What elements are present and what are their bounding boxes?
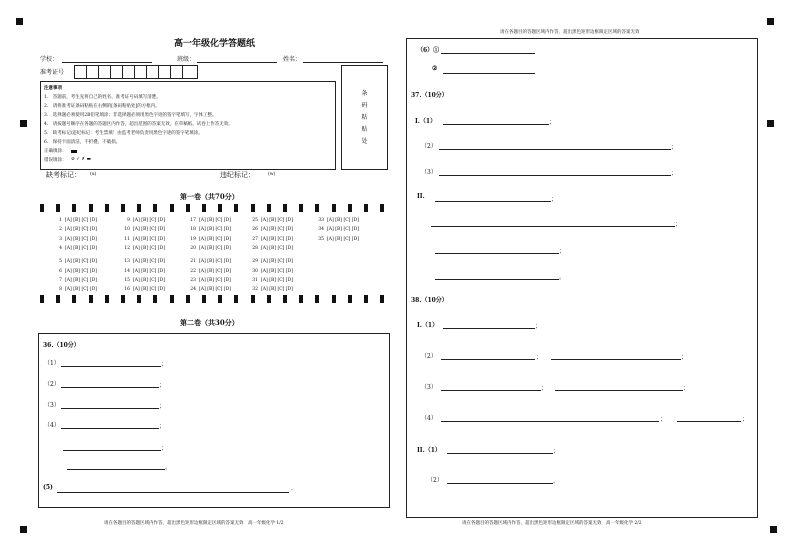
punctuation: ； (159, 423, 166, 430)
mc-options[interactable]: [A] [B] [C] [D] (65, 227, 97, 233)
mc-options[interactable]: [A] [B] [C] [D] (65, 245, 97, 251)
punctuation: ； (559, 248, 566, 255)
q36-part1-label: （1） (44, 360, 60, 367)
violation-mark-label: 违纪标记： (220, 171, 255, 179)
q38-p2-label: （2） (421, 353, 437, 360)
q37-II-line2[interactable] (431, 226, 675, 227)
mc-question-23[interactable] (186, 277, 231, 283)
punctuation: ； (161, 445, 168, 452)
q36-part4-line3[interactable] (67, 469, 165, 470)
school-field[interactable] (62, 62, 152, 63)
timing-mark (251, 295, 255, 303)
mc-options[interactable]: [A] [B] [C] [D] (65, 236, 97, 242)
q38-p4-line1[interactable] (441, 421, 659, 422)
q36-title: 36.（10分） (43, 342, 80, 349)
q38-II1-line[interactable] (447, 453, 553, 454)
timing-mark (267, 204, 271, 212)
mc-question-15[interactable] (120, 277, 165, 283)
school-label: 学校： (40, 56, 59, 63)
mc-question-number: 4 (59, 245, 67, 251)
note-item: 5. 缺考标记/违纪标记：考生禁填！由监考老师负责用黑色字迹的签字笔填涂。 (44, 131, 203, 136)
mc-question-number: 22 (190, 268, 201, 274)
punctuation: ； (660, 416, 667, 423)
timing-mark (105, 204, 109, 212)
timing-mark (89, 204, 93, 212)
footer-top-right: 请在各题目的答题区域内作答，超出黑色矩形边框限定区域的答案无效 (500, 30, 640, 35)
mc-question-2[interactable] (52, 226, 97, 232)
mc-question-20[interactable] (186, 245, 231, 251)
q36-part6b-label: ② (432, 65, 438, 72)
q37-title: 37.（10分） (411, 92, 448, 99)
mc-question-12[interactable] (120, 245, 165, 251)
mc-options[interactable]: [A] [B] [C] [D] (133, 287, 165, 293)
mc-question-number: 5 (59, 259, 67, 265)
mc-options[interactable]: [A] [B] [C] [D] (133, 218, 165, 223)
q36-part4-label: （4） (44, 422, 60, 429)
timing-marks-bottom (40, 295, 390, 303)
timing-mark (234, 295, 238, 303)
q38-I-label: I.（1） (417, 322, 439, 329)
mc-question-17[interactable] (186, 217, 231, 223)
mc-question-1[interactable] (52, 217, 97, 223)
class-field[interactable] (197, 62, 277, 63)
timing-mark (170, 204, 174, 212)
mc-options[interactable]: [A] [B] [C] [D] (199, 287, 231, 293)
name-label: 姓名： (283, 56, 302, 63)
timing-mark (218, 204, 222, 212)
q37-I1-line[interactable] (443, 124, 549, 125)
mc-options[interactable]: [A] [B] [C] [D] (199, 245, 231, 251)
multiple-choice-grid (52, 217, 392, 297)
timing-mark (137, 204, 141, 212)
mc-question-number: 19 (190, 236, 201, 242)
mc-question-number: 9 (127, 218, 135, 223)
mc-options[interactable]: [A] [B] [C] [D] (65, 218, 97, 223)
timing-mark (283, 204, 287, 212)
mc-options[interactable]: [A] [B] [C] [D] (261, 236, 293, 242)
timing-mark (89, 295, 93, 303)
punctuation: ； (675, 221, 682, 228)
note-item: 2. 请将准考证条码粘贴在右侧的[条码粘贴处]的方框内。 (44, 104, 160, 109)
registration-mark (20, 526, 27, 533)
mc-question-number: 10 (124, 227, 135, 233)
mc-question-number: 27 (252, 236, 263, 242)
mc-question-number: 3 (59, 236, 67, 242)
absent-mark-box[interactable]: (u) (90, 172, 97, 177)
mc-options[interactable]: [A] [B] [C] [D] (261, 227, 293, 233)
mc-options[interactable]: [A] [B] [C] [D] (133, 245, 165, 251)
q36-part6-label: （6）① (417, 47, 440, 54)
timing-mark (153, 204, 157, 212)
timing-mark (40, 295, 44, 303)
timing-mark (170, 295, 174, 303)
timing-marks-top (40, 204, 390, 212)
mc-question-22[interactable] (186, 268, 231, 274)
mc-question-number: 35 (318, 236, 329, 242)
mc-options[interactable]: [A] [B] [C] [D] (261, 277, 293, 283)
mc-options[interactable]: [A] [B] [C] [D] (133, 277, 165, 283)
mc-options[interactable]: [A] [B] [C] [D] (261, 218, 293, 223)
mc-question-number: 13 (124, 259, 135, 265)
timing-mark (218, 295, 222, 303)
wrong-fill-label: 错误填涂： (44, 158, 67, 163)
absent-mark-label: 缺考标记： (46, 171, 81, 179)
timing-mark (299, 204, 303, 212)
mc-options[interactable]: [A] [B] [C] [D] (133, 268, 165, 274)
punctuation: ； (536, 354, 543, 361)
mc-question-31[interactable] (248, 277, 293, 283)
mc-question-number: 8 (59, 287, 67, 293)
punctuation: . (291, 485, 293, 492)
mc-question-9[interactable] (120, 217, 165, 223)
class-label: 班级： (177, 56, 196, 63)
registration-mark (770, 526, 777, 533)
mc-options[interactable]: [A] [B] [C] [D] (261, 287, 293, 293)
q36-part4-line2[interactable] (63, 450, 161, 451)
note-item: 1. 答题前，考生先将自己的姓名、准考证号码填写清楚。 (44, 95, 161, 100)
mc-question-25[interactable] (248, 217, 293, 223)
mc-options[interactable]: [A] [B] [C] [D] (327, 227, 359, 233)
mc-question-32[interactable] (248, 286, 293, 292)
punctuation: 。 (553, 478, 560, 485)
mc-question-11[interactable] (120, 236, 165, 242)
registration-mark (767, 18, 774, 25)
footer-right: 请在各题目的答题区域内作答，超出黑色矩形边框限定区域的答案无效 高一年级化学 2/2 (462, 521, 642, 526)
q38-p4-label: （4） (421, 415, 437, 422)
q38-p2-line1[interactable] (441, 359, 535, 360)
right-answer-box (406, 38, 758, 518)
q38-II2-line[interactable] (447, 483, 553, 484)
timing-mark (137, 295, 141, 303)
notes-title: 注意事项 (44, 86, 62, 91)
mc-options[interactable]: [A] [B] [C] [D] (261, 259, 293, 265)
punctuation: 。 (559, 274, 566, 281)
timing-mark (315, 204, 319, 212)
timing-mark (56, 295, 60, 303)
mc-question-number: 21 (190, 259, 201, 265)
q37-p2-label: （2） (421, 143, 437, 150)
timing-mark (267, 295, 271, 303)
punctuation: ； (159, 403, 166, 410)
mc-question-24[interactable] (186, 286, 231, 292)
q38-p3-label: （3） (421, 384, 437, 391)
punctuation: ； (553, 448, 560, 455)
page-title: 高一年级化学答题纸 (174, 39, 256, 49)
mc-options[interactable]: [A] [B] [C] [D] (199, 227, 231, 233)
mc-question-number: 12 (124, 245, 135, 251)
mc-question-number: 7 (59, 277, 67, 283)
punctuation: ； (683, 385, 690, 392)
q38-I1-line[interactable] (443, 328, 535, 329)
mc-options[interactable]: [A] [B] [C] [D] (65, 268, 97, 274)
q37-II-line1[interactable] (435, 201, 551, 202)
mc-question-8[interactable] (52, 286, 97, 292)
mc-question-number: 30 (252, 268, 263, 274)
q38-p2-line2[interactable] (551, 359, 681, 360)
mc-question-number: 1 (59, 218, 67, 223)
mc-question-number: 14 (124, 268, 135, 274)
timing-mark (186, 295, 190, 303)
timing-mark (348, 204, 352, 212)
timing-mark (202, 204, 206, 212)
exam-number-grid[interactable] (74, 65, 198, 79)
mc-question-number: 34 (318, 227, 329, 233)
punctuation: ； (159, 382, 166, 389)
timing-mark (56, 204, 60, 212)
mc-options[interactable]: [A] [B] [C] [D] (261, 245, 293, 251)
mc-question-7[interactable] (52, 277, 97, 283)
mc-question-number: 20 (190, 245, 201, 251)
mc-options[interactable]: [A] [B] [C] [D] (133, 259, 165, 265)
mc-question-19[interactable] (186, 236, 231, 242)
q36-part1-line[interactable] (61, 366, 161, 367)
mc-question-number: 17 (190, 218, 201, 223)
q36-part5-label: (5) (43, 484, 53, 491)
q37-II-line4[interactable] (435, 279, 559, 280)
mc-options[interactable]: [A] [B] [C] [D] (65, 287, 97, 293)
timing-mark (364, 295, 368, 303)
exam-no-label: 准考证号 (40, 69, 65, 76)
violation-mark-box[interactable]: (w) (268, 172, 276, 177)
timing-mark (283, 295, 287, 303)
timing-mark (234, 204, 238, 212)
mc-question-number: 31 (252, 277, 263, 283)
q38-p4-line2[interactable] (677, 421, 741, 422)
mc-options[interactable]: [A] [B] [C] [D] (261, 268, 293, 274)
q36-part2-line[interactable] (61, 387, 159, 388)
q36-answer-box (38, 333, 390, 508)
q37-II-label: II. (417, 193, 425, 200)
mc-question-26[interactable] (248, 226, 293, 232)
mc-question-number: 24 (190, 287, 201, 293)
punctuation: 。 (165, 464, 172, 471)
timing-mark (121, 204, 125, 212)
q38-p3-line1[interactable] (441, 390, 541, 391)
mc-question-number: 2 (59, 227, 67, 233)
mc-options[interactable]: [A] [B] [C] [D] (199, 268, 231, 274)
timing-mark (72, 204, 76, 212)
mc-question-28[interactable] (248, 245, 293, 251)
mc-question-21[interactable] (186, 258, 231, 264)
mc-question-number: 32 (252, 287, 263, 293)
q36-part6-line2[interactable] (443, 73, 535, 74)
section2-title: 第二卷（共30分） (180, 318, 239, 327)
mc-options[interactable]: [A] [B] [C] [D] (327, 236, 359, 242)
punctuation: ； (551, 196, 558, 203)
correct-fill-sample (71, 150, 77, 153)
q36-part3-line[interactable] (61, 408, 159, 409)
punctuation: ； (535, 323, 542, 330)
note-item: 4. 请按题号顺序在各题的答题区内作答，超出范围的答案无效，在草稿纸、试卷上作答无效。 (44, 122, 233, 127)
q36-part5-line[interactable] (57, 492, 289, 493)
mc-question-27[interactable] (248, 236, 293, 242)
punctuation: ； (671, 170, 678, 177)
timing-mark (332, 295, 336, 303)
mc-question-number: 18 (190, 227, 201, 233)
timing-mark (153, 295, 157, 303)
timing-mark (72, 295, 76, 303)
mc-options[interactable]: [A] [B] [C] [D] (133, 236, 165, 242)
footer-left: 请在各题目的答题区域内作答，超出黑色矩形边框限定区域的答案无效 高一年级化学 1/2 (104, 521, 284, 526)
q36-part4-line[interactable] (61, 428, 159, 429)
timing-mark (332, 204, 336, 212)
timing-mark (299, 295, 303, 303)
mc-question-number: 11 (124, 236, 135, 242)
timing-mark (186, 204, 190, 212)
q36-part3-label: （3） (44, 402, 60, 409)
q37-p3-label: （3） (421, 169, 437, 176)
mc-question-number: 23 (190, 277, 201, 283)
mc-options[interactable]: [A] [B] [C] [D] (199, 236, 231, 242)
mc-question-number: 15 (124, 277, 135, 283)
mc-question-35[interactable] (314, 236, 359, 242)
mc-question-number: 25 (252, 218, 263, 223)
barcode-label: 条码粘贴处 (361, 90, 368, 145)
timing-mark (348, 295, 352, 303)
note-item: 6. 保持卡面清洁，不折叠，不破损。 (44, 140, 121, 145)
timing-mark (40, 204, 44, 212)
q37-p2-line[interactable] (439, 149, 671, 150)
q38-II-label: II.（1） (417, 447, 441, 454)
mc-question-number: 33 (318, 218, 329, 223)
q37-I-label: I.（1） (415, 118, 437, 125)
mc-question-14[interactable] (120, 268, 165, 274)
punctuation: ； (671, 144, 678, 151)
mc-question-4[interactable] (52, 245, 97, 251)
timing-mark (380, 204, 384, 212)
timing-mark (105, 295, 109, 303)
section1-title: 第一卷（共70分） (180, 192, 239, 201)
punctuation: ； (549, 119, 556, 126)
mc-question-29[interactable] (248, 258, 293, 264)
timing-mark (364, 204, 368, 212)
q38-IIp2-label: （2） (427, 477, 443, 484)
notes-box (40, 81, 336, 170)
timing-mark (315, 295, 319, 303)
wrong-fill-sample: ⊘ ✓ ✗ ▬ (71, 157, 91, 162)
mc-options[interactable]: [A] [B] [C] [D] (199, 218, 231, 223)
punctuation: ； (742, 416, 749, 423)
punctuation: ； (161, 361, 168, 368)
timing-mark (121, 295, 125, 303)
mc-question-number: 26 (252, 227, 263, 233)
note-item: 3. 选择题必须使用2B铅笔填涂；非选择题必须用黑色字迹的签字笔填写，字体工整。 (44, 113, 217, 118)
registration-mark (16, 18, 23, 25)
mc-question-10[interactable] (120, 226, 165, 232)
mc-question-30[interactable] (248, 268, 293, 274)
mc-options[interactable]: [A] [B] [C] [D] (65, 277, 97, 283)
mc-question-3[interactable] (52, 236, 97, 242)
mc-question-number: 16 (124, 287, 135, 293)
q38-title: 38.（10分） (411, 297, 448, 304)
mc-question-6[interactable] (52, 268, 97, 274)
barcode-area (341, 65, 388, 170)
timing-mark (380, 295, 384, 303)
mc-question-18[interactable] (186, 226, 231, 232)
q36-part6-line1[interactable] (441, 53, 535, 54)
mc-question-16[interactable] (120, 286, 165, 292)
punctuation: ； (541, 385, 548, 392)
q37-II-line3[interactable] (435, 253, 559, 254)
q38-p3-line2[interactable] (555, 390, 683, 391)
mc-options[interactable]: [A] [B] [C] [D] (199, 259, 231, 265)
mc-options[interactable]: [A] [B] [C] [D] (199, 277, 231, 283)
timing-mark (251, 204, 255, 212)
registration-mark (20, 120, 27, 127)
mc-question-33[interactable] (314, 217, 359, 223)
punctuation: ； (681, 354, 688, 361)
mc-question-number: 28 (252, 245, 263, 251)
registration-mark (767, 120, 774, 127)
mc-options[interactable]: [A] [B] [C] [D] (133, 227, 165, 233)
q37-p3-line[interactable] (439, 175, 671, 176)
name-field[interactable] (303, 62, 383, 63)
correct-fill-label: 正确填涂： (44, 149, 67, 154)
q36-part2-label: （2） (44, 381, 60, 388)
mc-question-number: 29 (252, 259, 263, 265)
mc-question-34[interactable] (314, 226, 359, 232)
timing-mark (202, 295, 206, 303)
mc-options[interactable]: [A] [B] [C] [D] (327, 218, 359, 223)
mc-question-number: 6 (59, 268, 67, 274)
mc-options[interactable]: [A] [B] [C] [D] (65, 259, 97, 265)
mc-question-5[interactable] (52, 258, 97, 264)
mc-question-13[interactable] (120, 258, 165, 264)
